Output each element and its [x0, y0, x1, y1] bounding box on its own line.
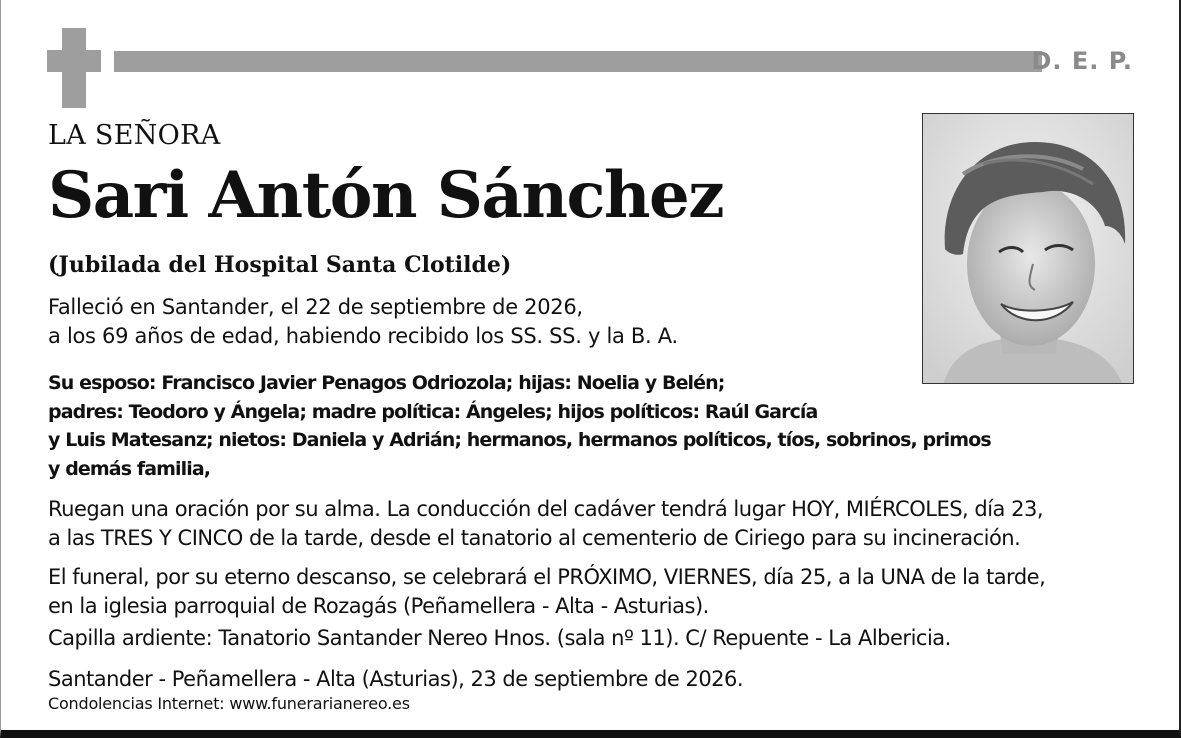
chapel-info: [48, 624, 951, 653]
funeral-info: [48, 563, 1045, 621]
funeral-line: El funeral, por su eterno descanso, se celebrará el PRÓXIMO, VIERNES, día 25, a la UNA de la tarde,: [48, 565, 1046, 589]
family-line: Su esposo: Francisco Javier Penagos Odriozola; hijas: Noelia y Belén;: [48, 372, 725, 394]
family-line: padres: Teodoro y Ángela; madre política: Ángeles; hijos políticos: Raúl García: [48, 400, 818, 423]
chapel-line: Capilla ardiente: Tanatorio Santander Nereo Hnos. (sala nº 11). C/ Repuente - La Albericia.: [48, 626, 951, 650]
ceremony-info: [48, 495, 1043, 553]
portrait-image: [923, 114, 1134, 384]
funeral-line: en la iglesia parroquial de Rozagás (Peñamellera - Alta - Asturias).: [48, 594, 709, 618]
condolences-link: Condolencias Internet: www.funerarianereo.es: [48, 694, 410, 713]
ceremony-line: Ruegan una oración por su alma. La conducción del cadáver tendrá lugar HOY, MIÉRCOLES, día 23,: [48, 497, 1044, 521]
family-list: [48, 369, 991, 483]
family-line: y demás familia,: [48, 457, 211, 480]
header-rule: [114, 51, 1042, 72]
ceremony-line: a las TRES Y CINCO de la tarde, desde el tanatorio al cementerio de Ciriego para su incineración.: [48, 526, 1021, 550]
death-line: Falleció en Santander, el 22 de septiembre de 2026,: [48, 295, 583, 319]
death-notice: [48, 293, 678, 351]
dep-label: D. E. P.: [1031, 47, 1133, 75]
place-date: [48, 665, 743, 694]
cross-icon: [47, 28, 101, 108]
occupation-note: (Jubilada del Hospital Santa Clotilde): [48, 252, 512, 278]
portrait-photo: [922, 113, 1134, 384]
deceased-name: Sari Antón Sánchez: [48, 158, 724, 233]
death-line: a los 69 años de edad, habiendo recibido los SS. SS. y la B. A.: [48, 324, 678, 348]
family-line: y Luis Matesanz; nietos: Daniela y Adrián; hermanos, hermanos políticos, tíos, sobrinos, primos: [48, 429, 991, 451]
place-date-line: Santander - Peñamellera - Alta (Asturias), 23 de septiembre de 2026.: [48, 667, 744, 691]
honorific: LA SEÑORA: [48, 120, 221, 151]
